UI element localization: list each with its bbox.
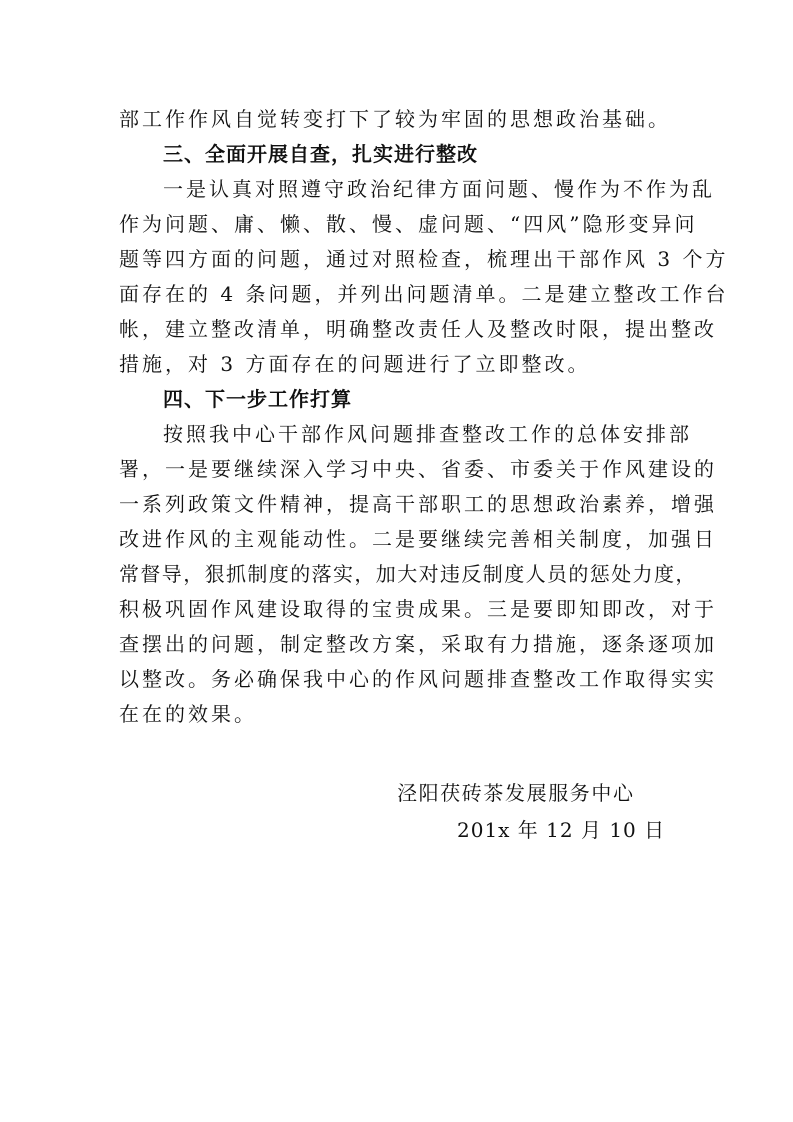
document-body <box>119 102 729 732</box>
paragraph-line: 部工作作风自觉转变打下了较为牢固的思想政治基础。 <box>119 107 671 131</box>
paragraph-line: 按照我中心干部作风问题排查整改工作的总体安排部 <box>163 422 692 446</box>
signature-date: 201x 年 12 月 10 日 <box>457 818 666 842</box>
paragraph-line: 查摆出的问题，制定整改方案，采取有力措施，逐条逐项加 <box>119 632 717 656</box>
paragraph-line: 作为问题、庸、懒、散、慢、虚问题、“四风”隐形变异问 <box>119 212 698 236</box>
paragraph-line: 在在的效果。 <box>119 702 257 726</box>
paragraph-line: 积极巩固作风建设取得的宝贵成果。三是要即知即改，对于 <box>119 597 717 621</box>
section-heading-4: 四、下一步工作打算 <box>163 387 352 411</box>
section-heading-3: 三、全面开展自查，扎实进行整改 <box>163 142 478 166</box>
paragraph-line: 题等四方面的问题，通过对照检查，梳理出干部作风 3 个方 <box>119 247 729 271</box>
paragraph-line: 以整改。务必确保我中心的作风问题排查整改工作取得实实 <box>119 667 717 691</box>
signature-organization: 泾阳茯砖茶发展服务中心 <box>397 781 635 805</box>
paragraph-line: 署，一是要继续深入学习中央、省委、市委关于作风建设的 <box>119 457 717 481</box>
paragraph-line: 一是认真对照遵守政治纪律方面问题、慢作为不作为乱 <box>163 177 715 201</box>
paragraph-line: 帐，建立整改清单，明确整改责任人及整改时限，提出整改 <box>119 317 717 341</box>
paragraph-line: 改进作风的主观能动性。二是要继续完善相关制度，加强日 <box>119 527 717 551</box>
paragraph-line: 面存在的 4 条问题，并列出问题清单。二是建立整改工作台 <box>119 282 729 306</box>
paragraph-line: 一系列政策文件精神，提高干部职工的思想政治素养，增强 <box>119 492 717 516</box>
paragraph-line: 常督导，狠抓制度的落实，加大对违反制度人员的惩处力度， <box>119 562 697 586</box>
paragraph-line: 措施，对 3 方面存在的问题进行了立即整改。 <box>119 352 591 376</box>
